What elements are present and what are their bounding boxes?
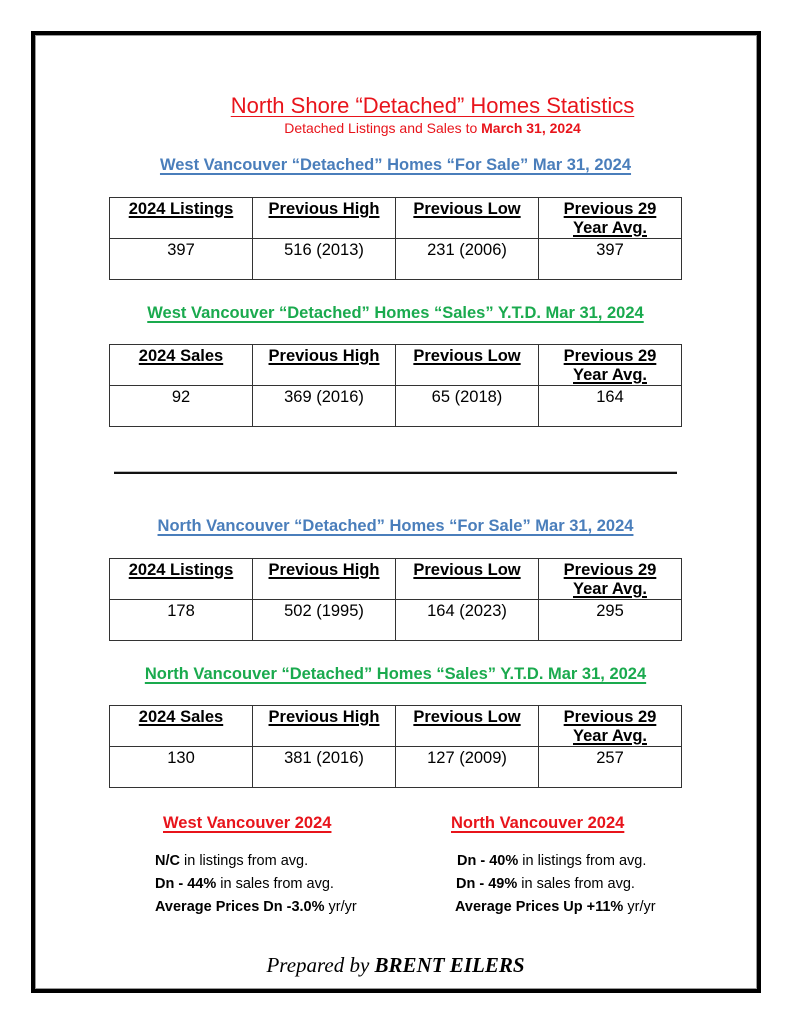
header-cell-avg: Previous 29 Year Avg. <box>539 559 682 600</box>
summary-line-north: Dn - 40% in listings from avg. <box>457 853 647 869</box>
section-heading-west-listings: West Vancouver “Detached” Homes “For Sale” Mar 31, 2024 <box>159 156 632 174</box>
subtitle-prefix: Detached Listings and Sales to <box>284 120 482 136</box>
value-cell: 231 (2006) <box>396 239 539 280</box>
table-north-listings <box>109 558 682 641</box>
value-cell: 164 (2023) <box>396 600 539 641</box>
header-cell: Previous High <box>253 345 396 386</box>
table-header-row <box>110 345 682 386</box>
page-border-inner <box>35 35 757 989</box>
value-cell: 164 <box>539 386 682 427</box>
table-row <box>110 747 682 788</box>
summary-line-west: Dn - 44% in sales from avg. <box>155 876 334 892</box>
table-west-sales <box>109 344 682 427</box>
header-cell: 2024 Sales <box>110 706 253 747</box>
prepared-by: Prepared by BRENT EILERS <box>266 953 525 977</box>
table-header-row <box>110 706 682 747</box>
header-cell-avg: Previous 29 Year Avg. <box>539 345 682 386</box>
header-cell: 2024 Listings <box>110 198 253 239</box>
author-name: BRENT EILERS <box>374 953 525 977</box>
header-cell: Previous High <box>253 198 396 239</box>
header-cell: Previous Low <box>396 706 539 747</box>
value-cell: 369 (2016) <box>253 386 396 427</box>
header-cell: 2024 Sales <box>110 345 253 386</box>
section-heading-north-listings: North Vancouver “Detached” Homes “For Sale” Mar 31, 2024 <box>157 517 634 535</box>
value-cell: 130 <box>110 747 253 788</box>
table-header-row <box>110 198 682 239</box>
summary-line-west: N/C in listings from avg. <box>155 853 309 869</box>
summary-title-north: North Vancouver 2024 <box>451 814 625 832</box>
document-title: North Shore “Detached” Homes Statistics <box>230 93 635 118</box>
header-cell-avg: Previous 29 Year Avg. <box>539 706 682 747</box>
value-cell: 257 <box>539 747 682 788</box>
table-header-row <box>110 559 682 600</box>
header-cell: 2024 Listings <box>110 559 253 600</box>
header-cell: Previous High <box>253 706 396 747</box>
table-row <box>110 239 682 280</box>
header-cell: Previous Low <box>396 559 539 600</box>
document-title-wrap <box>0 93 791 119</box>
table-north-sales <box>109 705 682 788</box>
value-cell: 397 <box>539 239 682 280</box>
value-cell: 65 (2018) <box>396 386 539 427</box>
value-cell: 295 <box>539 600 682 641</box>
header-cell: Previous High <box>253 559 396 600</box>
table-row <box>110 386 682 427</box>
section-heading-north-sales: North Vancouver “Detached” Homes “Sales” Y.T.D. Mar 31, 2024 <box>144 665 647 683</box>
value-cell: 502 (1995) <box>253 600 396 641</box>
value-cell: 397 <box>110 239 253 280</box>
header-cell: Previous Low <box>396 345 539 386</box>
table-row <box>110 600 682 641</box>
value-cell: 92 <box>110 386 253 427</box>
summary-line-north: Average Prices Up +11% yr/yr <box>455 899 656 915</box>
summary-line-west: Average Prices Dn -3.0% yr/yr <box>155 899 357 915</box>
header-cell: Previous Low <box>396 198 539 239</box>
section-heading-west-sales: West Vancouver “Detached” Homes “Sales” Y.T.D. Mar 31, 2024 <box>147 304 644 322</box>
subtitle-date: March 31, 2024 <box>481 120 581 136</box>
section-divider <box>114 471 677 474</box>
value-cell: 381 (2016) <box>253 747 396 788</box>
summary-title-west: West Vancouver 2024 <box>163 814 332 832</box>
header-cell-avg: Previous 29 Year Avg. <box>539 198 682 239</box>
value-cell: 127 (2009) <box>396 747 539 788</box>
value-cell: 178 <box>110 600 253 641</box>
document-subtitle <box>0 120 791 138</box>
value-cell: 516 (2013) <box>253 239 396 280</box>
table-west-listings <box>109 197 682 280</box>
summary-line-north: Dn - 49% in sales from avg. <box>456 876 635 892</box>
